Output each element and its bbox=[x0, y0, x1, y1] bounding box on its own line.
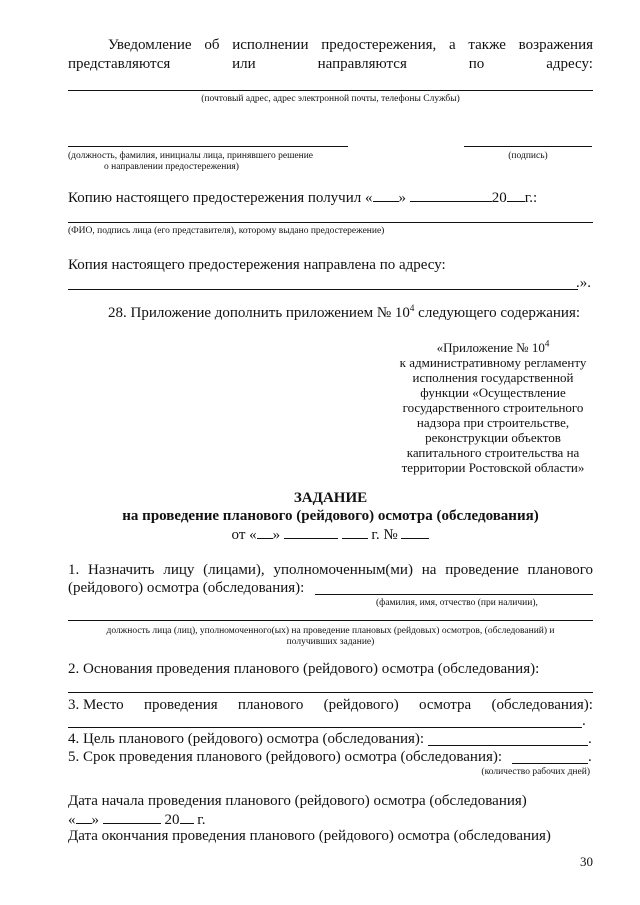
signature-caption: (подпись) bbox=[508, 151, 548, 161]
appendix-header bbox=[393, 340, 593, 475]
appendix-line: исполнения государственной bbox=[412, 370, 574, 385]
item-1-line-2: (рейдового) осмотра (обследования): bbox=[68, 580, 305, 596]
item-3-line bbox=[68, 696, 593, 714]
item-4-end: . bbox=[588, 731, 592, 747]
start-day-blank bbox=[76, 810, 92, 824]
appendix-line: государственного строительного bbox=[402, 400, 584, 415]
task-year-blank bbox=[342, 525, 368, 539]
start-date-line: « » 20 г. bbox=[68, 812, 206, 828]
item-3-blank-line bbox=[68, 727, 582, 728]
address-blank-line bbox=[68, 90, 593, 91]
copy-received-text: Копию настоящего предостережения получил « bbox=[68, 190, 373, 206]
notice-word: по bbox=[468, 56, 485, 72]
copy-sent-blank-line bbox=[68, 289, 578, 290]
copy-received-line bbox=[68, 188, 593, 207]
start-month-blank bbox=[103, 810, 161, 824]
appendix-line: реконструкции объектов bbox=[425, 430, 561, 445]
item-5-blank-line bbox=[512, 763, 588, 764]
task-title: ЗАДАНИЕ bbox=[293, 490, 368, 506]
item-5-caption: (количество рабочих дней) bbox=[481, 767, 590, 777]
item-28-text: 28. Приложение дополнить приложением № 10 bbox=[108, 305, 410, 321]
official-blank-line bbox=[68, 146, 348, 147]
item-5-text: 5. Срок проведения планового (рейдового) осмотра (обследования): bbox=[68, 749, 503, 765]
item-3-word: планового bbox=[237, 697, 304, 713]
month-blank bbox=[410, 188, 492, 202]
item-4-blank-line bbox=[428, 745, 588, 746]
item-2-blank-line bbox=[68, 692, 593, 693]
item-2-text: 2. Основания проведения планового (рейдового) осмотра (обследования): bbox=[68, 661, 540, 677]
end-date-text: Дата окончания проведения планового (рейдового) осмотра (обследования) bbox=[68, 828, 551, 844]
item-1-line-1: 1. Назначить лицу (лицами), уполномоченным(ми) на проведение планового bbox=[68, 562, 593, 578]
recipient-caption: (ФИО, подпись лица (его представителя), которому выдано предостережение) bbox=[68, 226, 385, 236]
task-day-blank bbox=[257, 525, 273, 539]
start-date-text: Дата начала проведения планового (рейдового) осмотра (обследования) bbox=[68, 793, 527, 809]
task-month-blank bbox=[284, 525, 338, 539]
notice-word: адресу: bbox=[546, 56, 593, 72]
item-3-word: (обследования): bbox=[491, 697, 593, 713]
item-28-text-end: следующего содержания: bbox=[414, 305, 581, 321]
quote-close: » bbox=[398, 190, 406, 206]
item-3-word: проведения bbox=[143, 697, 218, 713]
day-blank bbox=[373, 188, 399, 202]
appendix-superscript: 4 bbox=[544, 338, 550, 349]
recipient-blank-line bbox=[68, 222, 593, 223]
appendix-line: надзора при строительстве, bbox=[416, 415, 570, 430]
copy-sent-text: Копия настоящего предостережения направлена по адресу: bbox=[68, 257, 446, 273]
item-3-word: (рейдового) bbox=[323, 697, 399, 713]
item-1-position-blank-line bbox=[68, 620, 593, 621]
appendix-line: капитального строительства на bbox=[406, 445, 580, 460]
appendix-title: «Приложение № $10^4$ bbox=[436, 338, 550, 355]
page-number: 30 bbox=[580, 854, 593, 869]
task-number-blank bbox=[401, 525, 429, 539]
signature-blank-line bbox=[464, 146, 592, 147]
notice-word: направляются bbox=[317, 56, 407, 72]
notice-word: представляются bbox=[68, 56, 171, 72]
item-28-superscript: 4 bbox=[409, 303, 415, 313]
year-prefix: 20 bbox=[491, 190, 507, 206]
notice-word: или bbox=[232, 56, 256, 72]
official-caption-1: (должность, фамилия, инициалы лица, принявшего решение bbox=[68, 151, 314, 161]
year-suffix: г.: bbox=[524, 190, 538, 206]
notice-line-2 bbox=[68, 55, 593, 73]
official-caption-2: о направлении предостережения) bbox=[104, 162, 239, 172]
appendix-line: функции «Осуществление bbox=[420, 385, 566, 400]
start-year-blank bbox=[180, 810, 194, 824]
item-4-text: 4. Цель планового (рейдового) осмотра (обследования): bbox=[68, 731, 425, 747]
notice-line-1: Уведомление об исполнении предостережения, а также возражения bbox=[108, 37, 593, 53]
item-1-position-caption-2: получивших задание) bbox=[286, 637, 375, 647]
task-date-number: от « » г. № bbox=[68, 525, 593, 544]
address-caption: (почтовый адрес, адрес электронной почты, телефоны Службы) bbox=[201, 94, 460, 104]
item-3-end: . bbox=[582, 713, 586, 729]
appendix-line: к административному регламенту bbox=[399, 355, 587, 370]
item-1-name-caption: (фамилия, имя, отчество (при наличии), bbox=[376, 598, 538, 608]
item-5-end: . bbox=[588, 749, 592, 765]
item-28 bbox=[108, 304, 598, 322]
item-1-name-blank-line bbox=[315, 594, 593, 595]
task-subtitle: на проведение планового (рейдового) осмотра (обследования) bbox=[122, 508, 539, 524]
item-1-position-caption-1: должность лица (лиц), уполномоченного(ых) на проведение плановых (рейдовых) осмотров, (обследований) и bbox=[106, 626, 555, 636]
year-blank bbox=[507, 188, 525, 202]
item-3-word: 3. Место bbox=[68, 697, 124, 713]
appendix-line: территории Ростовской области» bbox=[401, 460, 585, 475]
copy-sent-end: .». bbox=[576, 275, 591, 291]
item-3-word: осмотра bbox=[418, 697, 472, 713]
